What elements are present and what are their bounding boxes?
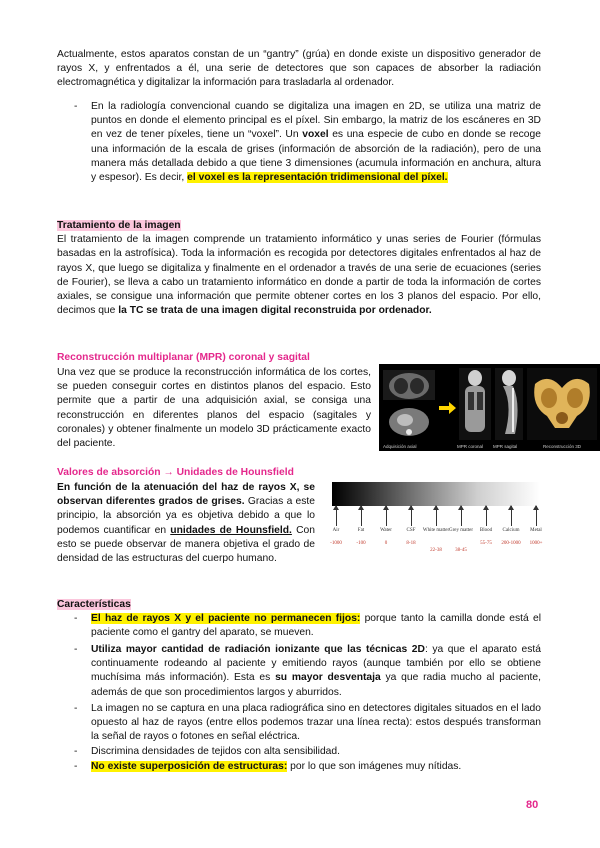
hu-arrow-icon (511, 506, 512, 526)
hu-tissue-label: White matter (422, 528, 450, 533)
voxel-list-item (69, 100, 541, 185)
hu-tissue-label: Air (332, 528, 340, 533)
hu-value-label: 0 (384, 541, 388, 546)
tratamiento-section (57, 219, 541, 318)
hu-arrow-icon (411, 506, 412, 526)
hu-value-label: 1000+ (529, 541, 543, 546)
hounsfield-bold-underline: unidades de Hounsfield. (170, 524, 292, 536)
arrow-icon (439, 402, 456, 414)
mpr-illustration (379, 364, 600, 451)
hounsfield-heading-row (57, 466, 541, 480)
hu-value-label: 22-38 (430, 548, 442, 553)
hu-tissue-label: Grey matter (448, 528, 474, 533)
hu-value-label: -1000 (330, 541, 342, 546)
caracteristica-text: porque tanto la camilla donde está el paciente como el gantry del aparato, se mueven. (91, 613, 542, 639)
bullet-dash: - (74, 613, 78, 624)
caracteristica-text: por lo que son imágenes muy nítidas. (287, 761, 462, 772)
grayscale-bar (332, 482, 540, 506)
caracteristica-item (69, 702, 541, 745)
hounsfield-scale-figure (326, 482, 544, 572)
page-number: 80 (526, 799, 539, 811)
mpr-text: Una vez que se produce la reconstrucción informática de los cortes, se pueden conseguir cortes en distintos planos del espacio. Esto permite que a partir de una adquisición axial, se consiga una reconstrucción en diferentes planos del espacio (sagitales y coronales) y obtener finalmente un modelo 3D prácticamente exacto del paciente. (57, 367, 371, 450)
caracteristica-bold: Utiliza mayor cantidad de radiación ionizante que las técnicas 2D (91, 644, 425, 655)
tratamiento-heading: Tratamiento de la imagen (57, 220, 181, 231)
bullet-dash: - (74, 703, 78, 714)
bullet-dash: - (74, 101, 78, 112)
hu-tissue-label: Metal (530, 528, 542, 533)
hu-tissue-label: Water (380, 528, 392, 533)
mpr-paragraph (57, 366, 371, 451)
caracteristica-item (69, 760, 541, 774)
mpr-caption-3d: Reconstrucción 3D (542, 444, 582, 449)
hu-arrow-icon (536, 506, 537, 526)
caracteristica-text: : ya que el aparato está continuamente rodeando al paciente y emitiendo rayos (aunque también por ello se obtiene muchísima más información). Esta es (91, 644, 542, 684)
caracteristica-bold: su mayor desventaja (275, 672, 381, 684)
hu-arrow-icon (361, 506, 362, 526)
caracteristica-highlight: No existe superposición de estructuras: (91, 761, 288, 772)
mpr-captions (379, 442, 600, 451)
caracteristica-item (69, 612, 541, 640)
hu-value-label: 8-18 (406, 541, 416, 546)
hu-arrow-icon (336, 506, 337, 526)
hu-value-label: 38-45 (455, 548, 467, 553)
tratamiento-text: El tratamiento de la imagen comprende un tratamiento informático y unas series de Fourier (fórmulas basadas en la astrofísica). Toda la información es recogida por detectores digitales enfrentados al haz de rayos X, que luego se digitaliza y finalmente en el ordenador a través de una serie de ecuaciones (series de Fourier), se lleva a cabo un tratamiento informático en donde a partir de toda la información de cortes axiales, se consigue una información que permite obtener cortes en los 3 planos del espacio. Por ello, decimos que (57, 234, 541, 317)
voxel-text-a: En la radiología convencional cuando se digitaliza una imagen en 2D, se utiliza una matriz de puntos en donde el elemento principal es el píxel. Sin embargo, la matriz de los escáneres en 3D en vez de tener píxeles, tiene un “voxel”. Un (91, 101, 541, 141)
hu-tissue-label: Fat (357, 528, 365, 533)
mpr-heading: Reconstrucción multiplanar (MPR) coronal y sagital (57, 352, 310, 363)
caracteristica-text: ya que radia mucho al paciente, además de que son procedimientos largos y aburridos. (91, 672, 542, 698)
voxel-text-b: es una especie de cubo en donde se recoge una información de la escala de grises (información de absorción de la radiación), pero de una manera más detallada debido a que tiene 3 dimensiones (acumula información en anchura, altura y espesor). Es decir, (91, 129, 541, 184)
hounsfield-bold: En función de la atenuación del haz de rayos X, se observan diferentes grados de grises. (57, 482, 315, 508)
caracteristicas-heading-row (57, 598, 541, 612)
bullet-dash: - (74, 644, 78, 655)
mpr-caption-axial: Adquisición axial (383, 444, 417, 449)
tratamiento-bold: la TC se trata de una imagen digital reconstruida por ordenador. (118, 305, 432, 317)
caracteristicas-heading: Características (57, 599, 131, 610)
hu-value-label: 55-75 (480, 541, 492, 546)
hounsfield-text-a: Gracias a este principio, la absorción ya es objetiva debido a que lo podemos cuantificar en (57, 496, 316, 536)
voxel-bold: voxel (302, 129, 329, 141)
hu-arrow-icon (461, 506, 462, 526)
hounsfield-text-b: Con esto se puede observar de manera objetiva el grado de densidad de las estructuras del cuerpo humano. (57, 524, 315, 565)
intro-text: Actualmente, estos aparatos constan de un “gantry” (grúa) en donde existe un dispositivo generador de rayos X, y enfrentados a él, una serie de detectores que son capaces de absorber la radiación electromagnética y digitalizar la información para trasladarla al ordenador. (57, 49, 541, 89)
caracteristica-text: La imagen no se captura en una placa radiográfica sino en detectores digitales situados en el lado opuesto al haz de rayos (entre ellos podemos trazar una línea recta): estos después transforman la señal de rayos o fotones en señal eléctrica. (91, 703, 541, 743)
caracteristica-item (69, 745, 541, 759)
hu-value-label: -100 (356, 541, 366, 546)
hu-arrow-icon (486, 506, 487, 526)
mpr-figure (379, 364, 600, 451)
hu-arrow-icon (436, 506, 437, 526)
caracteristica-highlight: El haz de rayos X y el paciente no permanecen fijos: (91, 613, 361, 624)
hu-scale-entry (521, 506, 551, 547)
hu-tissue-label: Blood (479, 528, 493, 533)
bullet-dash: - (74, 761, 78, 772)
caracteristica-text: Discrimina densidades de tejidos con alta sensibilidad. (91, 746, 340, 757)
voxel-highlight: el voxel es la representación tridimensional del píxel. (187, 172, 448, 184)
hu-scale (326, 506, 544, 572)
hounsfield-heading: Valores de absorción → Unidades de Hounsfield (57, 467, 294, 478)
hu-arrow-icon (386, 506, 387, 526)
bullet-dash: - (74, 746, 78, 757)
mpr-caption-sagittal: MPR sagital (493, 444, 518, 449)
hu-value-label: 200-1000 (501, 541, 521, 546)
hounsfield-paragraph (57, 481, 315, 566)
intro-paragraph (57, 48, 541, 91)
hu-tissue-label: Calcium (502, 528, 520, 533)
hu-tissue-label: CSF (406, 528, 416, 533)
mpr-caption-coronal: MPR coronal (457, 444, 484, 449)
caracteristica-item (69, 643, 541, 700)
